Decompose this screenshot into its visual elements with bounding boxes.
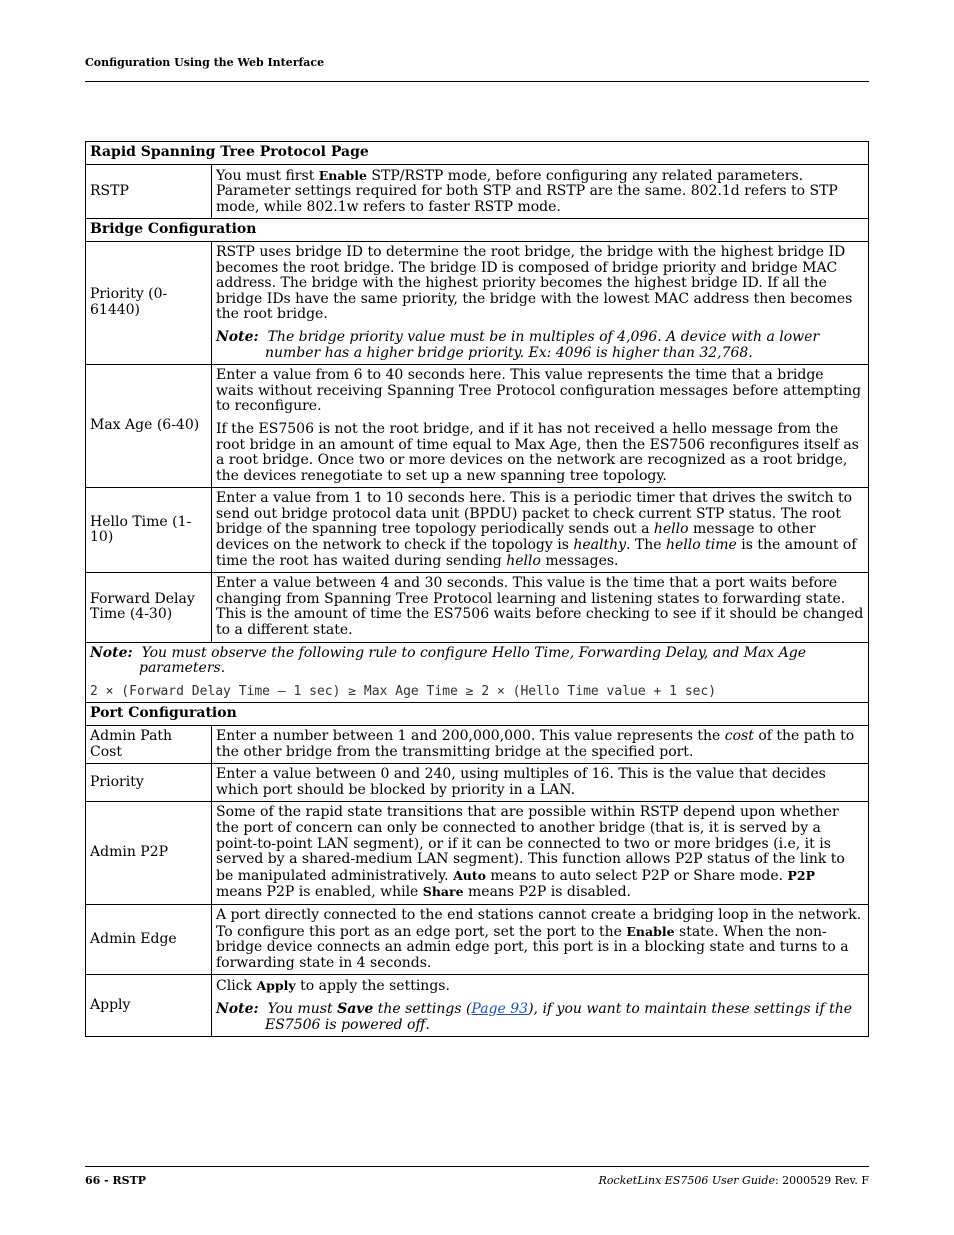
- table-row-apply: [86, 975, 869, 1037]
- table-row-port-priority: [86, 764, 869, 802]
- rule-note-row: [86, 642, 869, 703]
- row-label-apply: Apply: [86, 975, 212, 1037]
- row-desc-admin-p2p: Some of the rapid state transitions that are possible within RSTP depend upon whether the port of concern can only be connected to another bridge (that is, it is served by a point-to-point LAN segment), or if it can be connected to two or more bridges (i.e, it is served by a shared-medium LAN segment). This function allows P2P status of the link to be manipulated administratively. Auto means to auto select P2P or Share mode. P2P means P2P is enabled, while Share means P2P is disabled.: [212, 802, 869, 905]
- table-row-rstp: [86, 164, 869, 219]
- table-row-forward-delay: [86, 573, 869, 642]
- row-label-rstp: RSTP: [86, 164, 212, 219]
- row-label-admin-p2p: Admin P2P: [86, 802, 212, 905]
- row-desc-hello-time: Enter a value from 1 to 10 seconds here. This is a periodic timer that drives the switch to send out bridge protocol data unit (BPDU) packet to check current STP status. The root bridge of the spanning tree topology periodically sends out a hello message to other devices on the network to check if the topology is healthy. The hello time is the amount of time the root has waited during sending hello messages.: [212, 488, 869, 573]
- row-label-admin-path-cost: Admin Path Cost: [86, 726, 212, 764]
- section-heading-row: [86, 219, 869, 242]
- section-heading-row: [86, 703, 869, 726]
- row-desc-port-priority: Enter a value between 0 and 240, using multiples of 16. This is the value that decides which port should be blocked by priority in a LAN.: [212, 764, 869, 802]
- row-desc-rstp: You must first Enable STP/RSTP mode, before configuring any related parameters. Parameter settings required for both STP and RSTP are the same. 802.1d refers to STP mode, while 802.1w refers to faster RSTP mode.: [212, 164, 869, 219]
- rule-note: Note: You must observe the following rule to configure Hello Time, Forwarding Delay, and Max Age parameters. 2 × (Forward Delay Time – 1 sec) ≥ Max Age Time ≥ 2 × (Hello Time value + 1 sec): [86, 642, 869, 703]
- rstp-parameters-table: [85, 141, 869, 1037]
- page-93-link[interactable]: Page 93: [471, 1000, 529, 1017]
- table-row-hello-time: [86, 488, 869, 573]
- document-title: RocketLinx ES7506 User Guide: 2000529 Rev. F: [598, 1174, 869, 1187]
- footer-rule: [85, 1166, 869, 1167]
- row-label-hello-time: Hello Time (1-10): [86, 488, 212, 573]
- timing-rule-formula: 2 × (Forward Delay Time – 1 sec) ≥ Max Age Time ≥ 2 × (Hello Time value + 1 sec): [90, 683, 717, 699]
- table-row-admin-path-cost: [86, 726, 869, 764]
- row-label-max-age: Max Age (6-40): [86, 365, 212, 488]
- apply-note: Note: You must Save the settings (Page 93), if you want to maintain these settings if the ES7506 is powered off.: [216, 1000, 853, 1033]
- priority-note: Note: The bridge priority value must be in multiples of 4,096. A device with a lower number has a higher bridge priority. Ex: 4096 is higher than 32,768.: [216, 328, 820, 361]
- table-row-max-age: [86, 365, 869, 488]
- row-label-port-priority: Priority: [86, 764, 212, 802]
- header-rule: [85, 81, 869, 82]
- row-label-priority: Priority (0-61440): [86, 241, 212, 364]
- bridge-configuration-heading: Bridge Configuration: [86, 219, 869, 242]
- table-row-priority: [86, 241, 869, 364]
- row-label-admin-edge: Admin Edge: [86, 904, 212, 974]
- table-row-admin-p2p: [86, 802, 869, 905]
- row-desc-priority: RSTP uses bridge ID to determine the root bridge, the bridge with the highest bridge ID becomes the root bridge. The bridge ID is composed of bridge priority and bridge MAC address. The bridge with the highest priority becomes the highest bridge ID. If all the bridge IDs have the same priority, the bridge with the lowest MAC address then becomes the root bridge. Note: The bridge priority value must be in multiples of 4,096. A device with a lower number has a higher bridge priority. Ex: 4096 is higher than 32,768.: [212, 241, 869, 364]
- row-desc-forward-delay: Enter a value between 4 and 30 seconds. This value is the time that a port waits before changing from Spanning Tree Protocol learning and listening states to forwarding state. This is the amount of time the ES7506 waits before checking to see if it should be changed to a different state.: [212, 573, 869, 642]
- row-desc-max-age: Enter a value from 6 to 40 seconds here. This value represents the time that a bridge waits without receiving Spanning Tree Protocol configuration messages before attempting to reconfigure. If the ES7506 is not the root bridge, and if it has not received a hello message from the root bridge in an amount of time equal to Max Age, then the ES7506 reconfigures itself as a root bridge. Once two or more devices on the network are recognized as a root bridge, the devices renegotiate to set up a new spanning tree topology.: [212, 365, 869, 488]
- table-row-admin-edge: [86, 904, 869, 974]
- table-title-row: [86, 142, 869, 165]
- page-number: 66 - RSTP: [85, 1174, 147, 1187]
- row-desc-admin-path-cost: Enter a number between 1 and 200,000,000. This value represents the cost of the path to the other bridge from the transmitting bridge at the specified port.: [212, 726, 869, 764]
- port-configuration-heading: Port Configuration: [86, 703, 869, 726]
- row-desc-apply: Click Apply to apply the settings. Note: You must Save the settings (Page 93), if you want to maintain these settings if the ES7506 is powered off.: [212, 975, 869, 1037]
- row-desc-admin-edge: A port directly connected to the end stations cannot create a bridging loop in the network. To configure this port as an edge port, set the port to the Enable state. When the non-bridge device connects an admin edge port, this port is in a blocking state and turns to a forwarding state in 4 seconds.: [212, 904, 869, 974]
- running-header: Configuration Using the Web Interface: [85, 56, 325, 69]
- row-label-forward-delay: Forward Delay Time (4-30): [86, 573, 212, 642]
- table-title: Rapid Spanning Tree Protocol Page: [86, 142, 869, 165]
